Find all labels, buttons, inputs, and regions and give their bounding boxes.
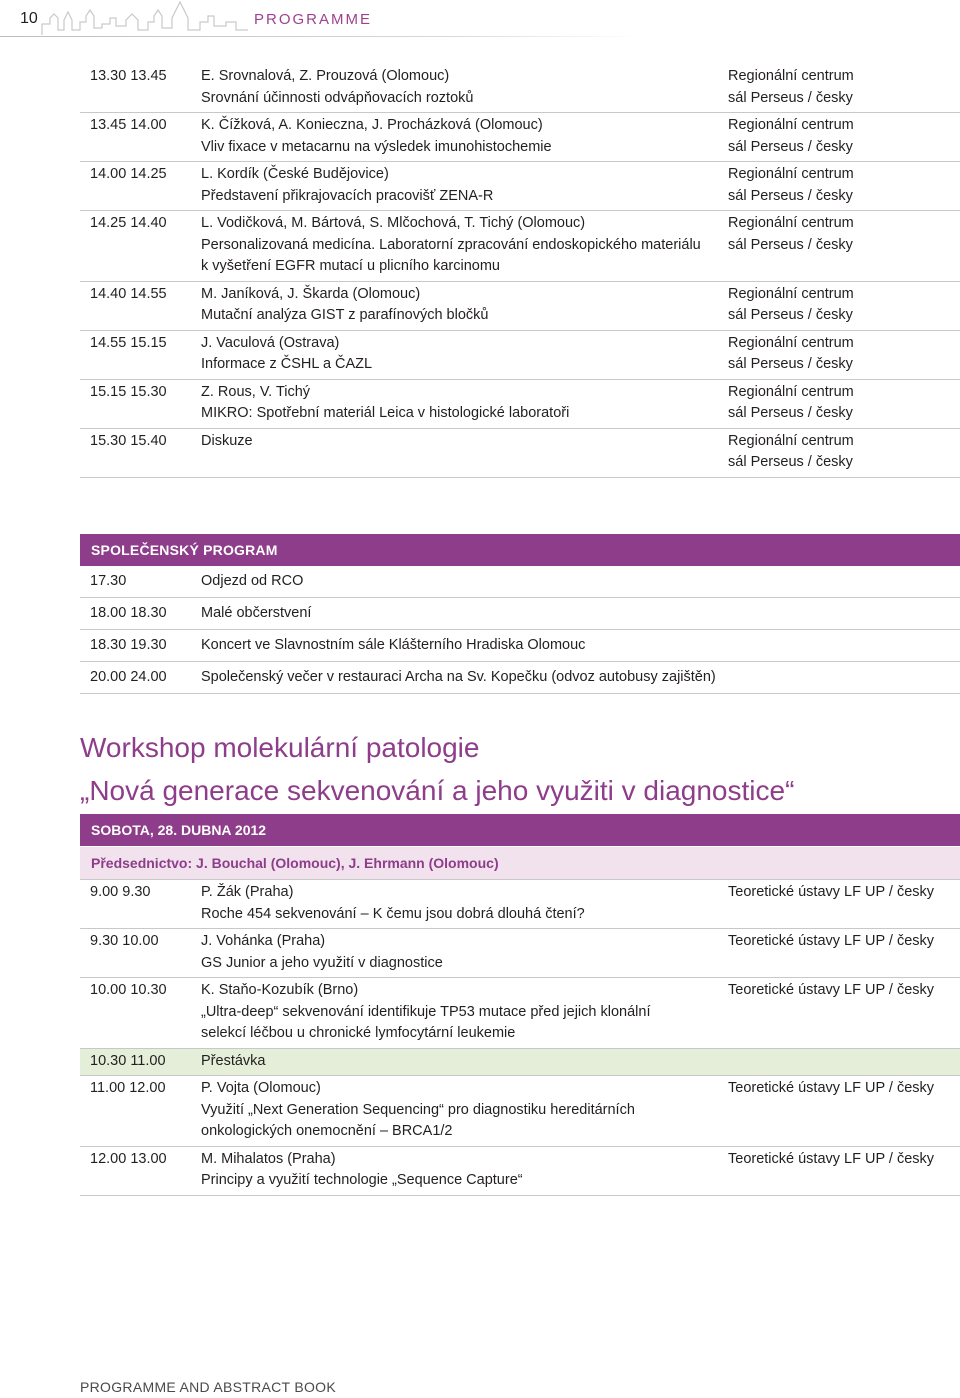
row-title: Srovnání účinnosti odvápňovacích roztoků — [201, 89, 474, 106]
row-description — [201, 66, 728, 109]
row-description — [201, 213, 728, 278]
row-title: Mutační analýza GIST z parafínových bločků — [201, 307, 489, 323]
location-venue: Regionální centrum — [728, 215, 854, 231]
location-venue: Regionální centrum — [728, 68, 854, 84]
social-row — [80, 630, 960, 662]
row-time: 10.30 11.00 — [90, 1052, 166, 1069]
location-venue: Regionální centrum — [728, 285, 854, 302]
break-row — [80, 1049, 960, 1077]
workshop-schedule — [80, 814, 960, 1196]
workshop-row — [80, 880, 960, 929]
schedule-row — [80, 113, 960, 162]
row-speakers: P. Žák (Praha) — [201, 884, 294, 900]
row-title: Vliv fixace v metacarnu na výsledek imunohistochemie — [201, 138, 552, 155]
schedule-top — [80, 64, 960, 478]
row-description — [201, 164, 728, 207]
row-location — [728, 284, 960, 327]
social-row — [80, 662, 960, 694]
row-title: Roche 454 sekvenování – K čemu jsou dobrá dlouhá čtení? — [201, 905, 585, 922]
row-description — [201, 431, 728, 474]
location-venue: Regionální centrum — [728, 432, 854, 449]
row-description — [201, 882, 728, 925]
schedule-row — [80, 429, 960, 478]
location-room: sál Perseus / česky — [728, 89, 853, 106]
row-time: 13.30 13.45 — [90, 68, 167, 84]
row-location — [728, 213, 960, 278]
row-time: 14.00 14.25 — [90, 166, 167, 182]
row-speakers: M. Janíková, J. Škarda (Olomouc) — [201, 285, 421, 302]
row-description — [201, 931, 728, 974]
location-room: sál Perseus / česky — [728, 187, 853, 204]
row-location — [728, 382, 960, 425]
row-location — [728, 333, 960, 376]
workshop-chairs: Předsednictvo: J. Bouchal (Olomouc), J. Ehrmann (Olomouc) — [80, 847, 960, 880]
page-number: 10 — [20, 10, 38, 27]
row-speakers: E. Srovnalová, Z. Prouzová (Olomouc) — [201, 68, 450, 84]
row-title: Využití „Next Generation Sequencing“ pro diagnostiku hereditárních — [201, 1101, 635, 1118]
row-location — [728, 431, 960, 474]
row-title: Představení přikrajovacích pracovišť ZENA-R — [201, 187, 494, 204]
social-row — [80, 566, 960, 598]
row-time: 14.55 15.15 — [90, 334, 167, 351]
row-time: 18.30 19.30 — [90, 637, 167, 653]
row-speakers: K. Staňo-Kozubík (Brno) — [201, 982, 359, 998]
row-location — [728, 1051, 960, 1073]
row-description: Malé občerstvení — [201, 605, 312, 621]
row-title-cont: onkologických onemocnění – BRCA1/2 — [201, 1123, 453, 1139]
row-time: 10.00 10.30 — [90, 982, 167, 998]
row-title-cont: k vyšetření EGFR mutací u plicního karcinomu — [201, 258, 500, 274]
row-location — [728, 66, 960, 109]
row-time: 14.25 14.40 — [90, 215, 167, 231]
row-time: 20.00 24.00 — [90, 669, 167, 685]
schedule-row — [80, 331, 960, 380]
row-description — [201, 1078, 728, 1143]
social-row — [80, 598, 960, 630]
workshop-title — [80, 726, 794, 812]
schedule-row — [80, 64, 960, 113]
row-location — [728, 164, 960, 207]
header-divider — [0, 36, 640, 37]
location-venue: Regionální centrum — [728, 383, 854, 400]
row-title: Informace z ČSHL a ČAZL — [201, 356, 373, 372]
row-speakers: P. Vojta (Olomouc) — [201, 1080, 321, 1096]
row-title: MIKRO: Spotřební materiál Leica v histologické laboratoři — [201, 405, 570, 421]
row-location: Teoretické ústavy LF UP / česky — [728, 1080, 935, 1096]
location-room: sál Perseus / česky — [728, 405, 853, 421]
row-time: 12.00 13.00 — [90, 1150, 167, 1167]
row-speakers: J. Vaculová (Ostrava) — [201, 334, 340, 351]
location-venue: Regionální centrum — [728, 334, 854, 351]
row-speakers: L. Kordík (České Budějovice) — [201, 166, 389, 182]
row-time: 14.40 14.55 — [90, 285, 167, 302]
location-venue: Regionální centrum — [728, 166, 854, 182]
social-program — [80, 534, 960, 694]
workshop-row — [80, 1076, 960, 1147]
row-title: Diskuze — [201, 432, 253, 449]
row-location: Teoretické ústavy LF UP / česky — [728, 884, 935, 900]
row-time: 17.30 — [90, 573, 127, 589]
workshop-title-line2: „Nová generace sekvenování a jeho využiti v diagnostice“ — [80, 775, 795, 806]
row-location: Teoretické ústavy LF UP / česky — [728, 982, 935, 998]
row-title: GS Junior a jeho využití v diagnostice — [201, 954, 443, 971]
schedule-row — [80, 282, 960, 331]
row-description — [201, 115, 728, 158]
footer-book-title: PROGRAMME AND ABSTRACT BOOK — [80, 1379, 336, 1395]
city-skyline-icon — [40, 0, 250, 36]
location-room: sál Perseus / česky — [728, 356, 853, 372]
row-time: 9.00 9.30 — [90, 884, 151, 900]
row-time: 9.30 10.00 — [90, 933, 159, 949]
location-venue: Regionální centrum — [728, 117, 854, 133]
row-speakers: J. Vohánka (Praha) — [201, 933, 326, 949]
location-room: sál Perseus / česky — [728, 307, 853, 323]
row-title: „Ultra-deep“ sekvenování identifikuje TP53 mutace před jejich klonální — [201, 1003, 651, 1020]
row-description: Odjezd od RCO — [201, 573, 304, 589]
row-time: 18.00 18.30 — [90, 605, 167, 621]
row-title: Principy a využití technologie „Sequence Capture“ — [201, 1172, 523, 1188]
row-time: 15.15 15.30 — [90, 383, 167, 400]
row-location: Teoretické ústavy LF UP / česky — [728, 1150, 935, 1167]
row-location: Teoretické ústavy LF UP / česky — [728, 933, 935, 949]
row-description: Společenský večer v restauraci Archa na Sv. Kopečku (odvoz autobusy zajištěn) — [201, 669, 716, 685]
row-speakers: M. Mihalatos (Praha) — [201, 1150, 336, 1167]
social-program-heading: SPOLEČENSKÝ PROGRAM — [80, 534, 960, 566]
schedule-row — [80, 211, 960, 282]
row-location — [728, 115, 960, 158]
location-room: sál Perseus / česky — [728, 138, 853, 155]
row-title-cont: selekcí léčbou u chronické lymfocytární leukemie — [201, 1025, 516, 1041]
row-speakers: L. Vodičková, M. Bártová, S. Mlčochová, T. Tichý (Olomouc) — [201, 215, 586, 231]
row-description — [201, 284, 728, 327]
section-label: PROGRAMME — [254, 11, 373, 28]
row-description — [201, 980, 728, 1045]
workshop-date: SOBOTA, 28. DUBNA 2012 — [80, 814, 960, 846]
row-description — [201, 1051, 728, 1073]
row-speakers: Z. Rous, V. Tichý — [201, 383, 311, 400]
row-description — [201, 382, 728, 425]
location-room: sál Perseus / česky — [728, 236, 853, 253]
row-description — [201, 1149, 728, 1192]
row-title: Přestávka — [201, 1052, 266, 1069]
workshop-row — [80, 1147, 960, 1196]
row-description: Koncert ve Slavnostním sále Klášterního Hradiska Olomouc — [201, 637, 586, 653]
row-time: 15.30 15.40 — [90, 432, 167, 449]
row-title: Personalizovaná medicína. Laboratorní zpracování endoskopického materiálu — [201, 236, 701, 253]
workshop-row — [80, 978, 960, 1049]
workshop-title-line1: Workshop molekulární patologie — [80, 732, 480, 763]
schedule-row — [80, 162, 960, 211]
schedule-row — [80, 380, 960, 429]
location-room: sál Perseus / česky — [728, 454, 853, 470]
row-time: 13.45 14.00 — [90, 117, 167, 133]
row-speakers: K. Čížková, A. Konieczna, J. Procházková (Olomouc) — [201, 117, 543, 133]
row-description — [201, 333, 728, 376]
workshop-row — [80, 929, 960, 978]
row-time: 11.00 12.00 — [90, 1080, 166, 1096]
